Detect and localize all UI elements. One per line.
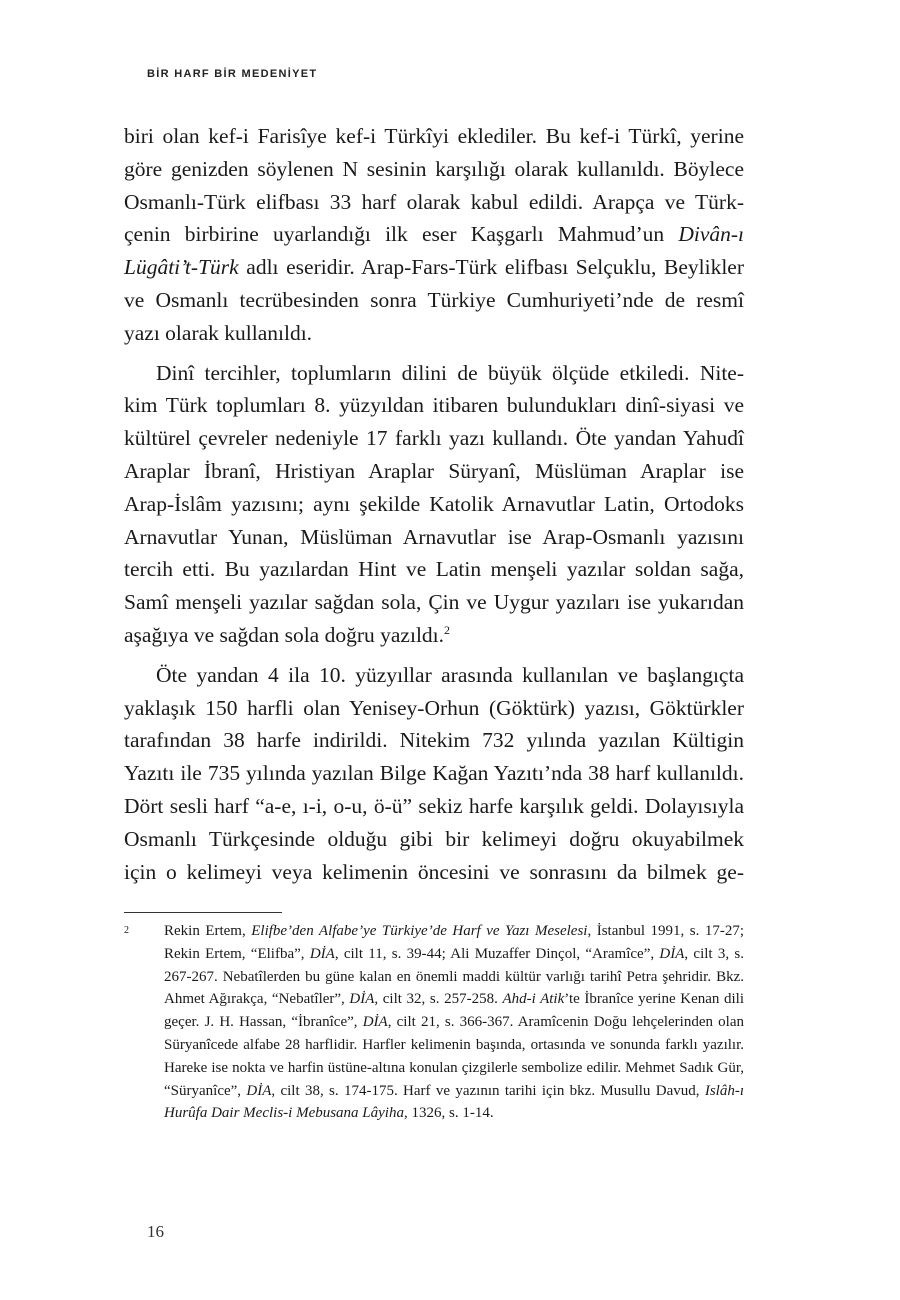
text-line: yazı olarak kullanıldı. bbox=[124, 320, 313, 345]
text-line: Dört sesli harf “a-e, ı-i, o-u, ö-ü” sekiz harfe karşılık geldi. Dolayısıyla bbox=[124, 793, 744, 818]
text-line: ve Osmanlı tecrübesinden sonra Türkiye Cumhuriyeti’nde de resmî bbox=[124, 287, 744, 312]
footnote-run: Rekin Ertem, bbox=[164, 923, 252, 939]
footnote-run: , cilt 32, s. 257-258. bbox=[374, 991, 503, 1008]
text-line: Osmanlı Türkçesinde olduğu gibi bir kelimeyi doğru okuyabilmek bbox=[124, 826, 744, 851]
footnote-run: , cilt 3, s. 267-267. Nebatîlerden bu güne kalan en önemli maddi kültür varlığı tarihî Petra şehridir. Bkz. Ahmet Ağırakça, “Nebatîler”, bbox=[164, 945, 744, 1008]
text-line: Osmanlı-Türk elifbası 33 harf olarak kabul edildi. Arapça ve Türk- bbox=[124, 189, 744, 214]
text-line: kim Türk toplumları 8. yüzyıldan itibaren bulundukları dinî-siyasi ve bbox=[124, 393, 744, 418]
text-line: Arap-İslâm yazısını; aynı şekilde Katolik Arnavutlar Latin, Ortodoks bbox=[124, 491, 744, 516]
text-line: Arnavutlar Yunan, Müslüman Arnavutlar ise Arap-Osmanlı yazısını bbox=[124, 524, 744, 549]
cited-title: Ahd-i Atik bbox=[502, 991, 565, 1008]
text-line: kültürel çevreler nedeniyle 17 farklı yazı kullandı. Öte yandan Yahudî bbox=[124, 426, 744, 451]
running-header: BİR HARF BİR MEDENİYET bbox=[147, 68, 318, 80]
footnote-reference[interactable]: 2 bbox=[444, 622, 451, 637]
footnote-run: ’te İbranîce yerine Kenan dili geçer. J. H. Hassan, “İbranîce”, bbox=[164, 991, 744, 1031]
footnote-run: , cilt 11, s. 39-44; Ali Muzaffer Dinçol, “Aramîce”, bbox=[334, 945, 660, 962]
footnote-run: , cilt 38, s. 174-175. Harf ve yazının tarihi için bkz. Musullu Davud, bbox=[271, 1082, 705, 1099]
text-line: Öte yandan 4 ila 10. yüzyıllar arasında kullanılan ve başlangıçta bbox=[156, 662, 744, 687]
cited-title: DİA bbox=[309, 945, 335, 962]
paragraph-3 bbox=[124, 659, 744, 889]
footnote-text bbox=[164, 920, 744, 1125]
text-line: Samî menşeli yazılar sağdan sola, Çin ve Uygur yazıları ise yukarıdan bbox=[124, 590, 744, 615]
paragraph-1 bbox=[124, 120, 744, 350]
text-line bbox=[124, 619, 744, 652]
cited-title: Islâh-ı Hurûfa Dair Meclis-i Mebusana Lâyiha bbox=[164, 1082, 745, 1122]
cited-title: DİA bbox=[659, 945, 685, 962]
footnote-run: , 1326, s. 1-14. bbox=[403, 1105, 494, 1122]
cited-title: Elifbe’den Alfabe’ye Türkiye’de Harf ve Yazı Meselesi bbox=[251, 923, 588, 939]
book-title: Divân-ı bbox=[678, 222, 744, 247]
text-line: Yazıtı ile 735 yılında yazılan Bilge Kağan Yazıtı’nda 38 harf kullanıldı. bbox=[124, 761, 744, 786]
page-number: 16 bbox=[147, 1222, 164, 1241]
text-line: tercih etti. Bu yazılardan Hint ve Latin menşeli yazılar soldan sağa, bbox=[124, 557, 744, 582]
paragraph-2 bbox=[124, 357, 744, 652]
text-line bbox=[124, 251, 744, 284]
text-line: göre genizden söylenen N sesinin karşılığı olarak kullanıldı. Böylece bbox=[124, 156, 744, 181]
text-run: adlı eseridir. Arap-Fars-Türk elifbası Selçuklu, Beylikler bbox=[238, 255, 744, 280]
footnote-mark: 2 bbox=[124, 925, 129, 936]
cited-title: DİA bbox=[362, 1014, 388, 1031]
text-line: tarafından 38 harfe indirildi. Nitekim 732 yılında yazılan Kültigin bbox=[124, 728, 744, 753]
footnote bbox=[124, 920, 744, 1125]
text-line: Dinî tercihler, toplumların dilini de büyük ölçüde etkiledi. Nite- bbox=[156, 360, 744, 385]
text-line bbox=[124, 218, 744, 251]
text-line: biri olan kef-i Farisîye kef-i Türkîyi eklediler. Bu kef-i Türkî, yerine bbox=[124, 124, 744, 148]
text-line: için o kelimeyi veya kelimenin öncesini ve sonrasını da bilmek ge- bbox=[124, 859, 744, 884]
footnote-run: , İstanbul 1991, s. 17-27; Rekin Ertem, “Elifba”, bbox=[164, 923, 745, 962]
text-run: aşağıya ve sağdan sola doğru yazıldı. bbox=[124, 622, 445, 647]
book-title: Lügâti’t-Türk bbox=[124, 255, 239, 280]
footnote-run: , cilt 21, s. 366-367. Aramîcenin Doğu lehçelerinden olan Süryanîcede alfabe 28 harflidir. Harfler kelimenin başında, ortasında ve sonunda farklı yazılır. Hareke ise nokta ve harfin üstüne-altına konulan çizgilerle sembolize edilir. Mehmet Sadık Gür, “Süryanîce”, bbox=[164, 1014, 744, 1099]
body-text bbox=[124, 120, 744, 895]
cited-title: DİA bbox=[349, 991, 375, 1008]
footnote-separator bbox=[124, 912, 282, 913]
text-run: çenin birbirine uyarlandığı ilk eser Kaşgarlı Mahmud’un bbox=[124, 222, 679, 247]
text-line: Araplar İbranî, Hristiyan Araplar Süryanî, Müslüman Araplar ise bbox=[124, 458, 744, 483]
text-line: yaklaşık 150 harfli olan Yenisey-Orhun (Göktürk) yazısı, Göktürkler bbox=[124, 695, 744, 720]
cited-title: DİA bbox=[246, 1082, 272, 1099]
